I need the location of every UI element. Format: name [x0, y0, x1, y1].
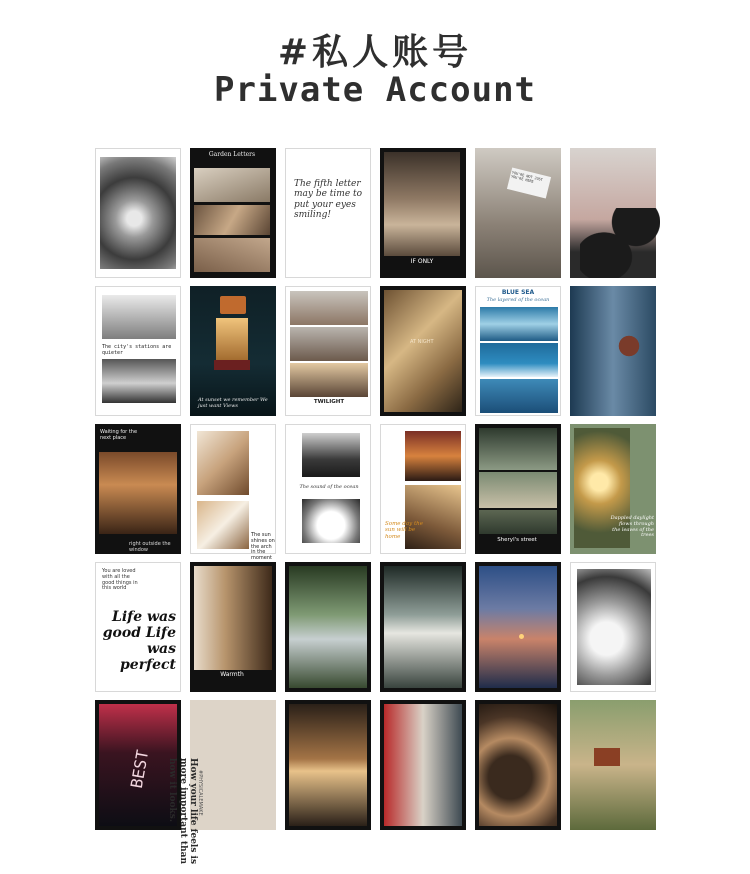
- card-night-window: [190, 286, 276, 416]
- wave-photo-2: [480, 343, 558, 377]
- tulips-photo: [100, 157, 176, 269]
- card-sunset-lamp: [475, 562, 561, 692]
- card-gray-flowers: [570, 562, 656, 692]
- ocean-wave-photo: [302, 433, 360, 477]
- card-garden-letters: [190, 148, 276, 278]
- card-shop-sign: [475, 148, 561, 278]
- card-palm-sunset: [570, 148, 656, 278]
- station-text: The city's stations are quieter: [102, 344, 172, 356]
- card-ocean-sound: [285, 424, 371, 554]
- sun-arch-text: The sun shines on the arch in the moment: [251, 532, 275, 561]
- letters-photo: [194, 168, 270, 202]
- platform-photo: [102, 359, 176, 403]
- dappled-text: Dappled daylight flows through the leaves of the trees: [610, 515, 654, 539]
- card-red-viewfinder: [380, 700, 466, 830]
- shadow-photo: [384, 290, 462, 412]
- station-photo: [102, 295, 176, 339]
- clouds-photo: [302, 499, 360, 543]
- train-caption: right outside the window: [129, 541, 171, 553]
- street-photo-2: [479, 472, 557, 508]
- palm-leaves: [580, 208, 660, 278]
- card-train-window: [95, 424, 181, 554]
- night-window-caption: At sunset we remember We just want Views: [198, 397, 268, 409]
- gray-flowers-photo: [577, 569, 651, 685]
- card-life-feels: [167, 700, 276, 865]
- curtain-room-photo: [194, 566, 272, 670]
- garden-letters-title: Garden Letters: [208, 151, 256, 158]
- blue-sea-subtitle: The layered of the ocean: [486, 297, 550, 303]
- sticker-grid: [95, 148, 656, 865]
- card-sheryls-street: [475, 424, 561, 554]
- window-tulips-photo: [384, 152, 460, 256]
- coffee-photo: [197, 431, 249, 495]
- card-blue-door: [570, 286, 656, 416]
- shop-sign-text: YOU'RE NOT JUST YOU'RE HERE: [510, 170, 544, 184]
- life-feels-quote: How your life feels is more important than how it looks.: [167, 758, 198, 865]
- header-title-chinese: #私人账号: [277, 32, 473, 73]
- header-title-english: Private Account: [213, 70, 537, 110]
- card-dappled-daylight: [570, 424, 656, 554]
- card-building-viewfinder: [380, 562, 466, 692]
- card-shadow-window: [380, 286, 466, 416]
- lamp-light: [519, 634, 524, 639]
- train-interior-photo: [99, 452, 177, 534]
- blue-sea-title: BLUE SEA: [501, 289, 535, 296]
- lit-window: [216, 318, 248, 362]
- card-if-only: [380, 148, 466, 278]
- lamp-glow: [220, 296, 246, 314]
- life-quote: Life was good Life was perfect: [102, 609, 176, 674]
- sunset-photo: [479, 566, 557, 688]
- card-handwritten-note: [285, 148, 371, 278]
- treehouse: [594, 748, 620, 766]
- lily-photo: [194, 238, 270, 272]
- vase-flowers: [614, 316, 644, 376]
- card-lake-mountains: [285, 562, 371, 692]
- ocean-sound-text: The sound of the ocean: [299, 484, 359, 490]
- handwritten-text: The fifth letter may be time to put your eyes smiling!: [294, 179, 363, 221]
- shadow-overlay-text: AT NIGHT: [410, 339, 434, 345]
- lighthouse-photo: [290, 291, 368, 325]
- neon-text: BEST: [126, 748, 153, 790]
- flowers-photo: [194, 205, 270, 235]
- if-only-caption: IF ONLY: [410, 258, 434, 265]
- wave-photo-3: [480, 379, 558, 413]
- card-sun-home: [380, 424, 466, 554]
- card-gray-tulips: [95, 148, 181, 278]
- twilight-caption: TWILIGHT: [313, 399, 345, 405]
- life-small-text: You are loved with all the good things in this world: [102, 568, 138, 592]
- life-feels-tag: #PHYSICALEMAKE: [197, 770, 203, 816]
- rocks-photo: [290, 327, 368, 361]
- card-twilight: [285, 286, 371, 416]
- flower-box: [214, 360, 250, 370]
- sun-home-text: Some day the sun will be home: [385, 521, 423, 540]
- window-sunset-photo: [289, 704, 367, 826]
- card-subway-station: [95, 286, 181, 416]
- street-photo-3: [479, 510, 557, 534]
- bus-photo: [405, 431, 461, 481]
- card-window-sunset: [285, 700, 371, 830]
- sheryls-street-caption: Sheryl's street: [497, 537, 537, 543]
- card-treehouse: [570, 700, 656, 830]
- warmth-caption: Warmth: [220, 671, 244, 678]
- train-text: Waiting for the next place: [100, 429, 138, 441]
- card-blue-sea: [475, 286, 561, 416]
- card-life-was-good: [95, 562, 181, 692]
- building-photo: [384, 566, 462, 688]
- street-photo-1: [479, 428, 557, 470]
- lake-photo: [289, 566, 367, 688]
- wave-photo-1: [480, 307, 558, 341]
- vinyl-photo: [479, 704, 557, 826]
- shore-photo: [290, 363, 368, 397]
- card-vinyl: [475, 700, 561, 830]
- card-sun-arch: [190, 424, 276, 561]
- shadow-stairs-photo: [197, 501, 249, 549]
- card-warmth: [190, 562, 276, 692]
- red-photo: [384, 704, 462, 826]
